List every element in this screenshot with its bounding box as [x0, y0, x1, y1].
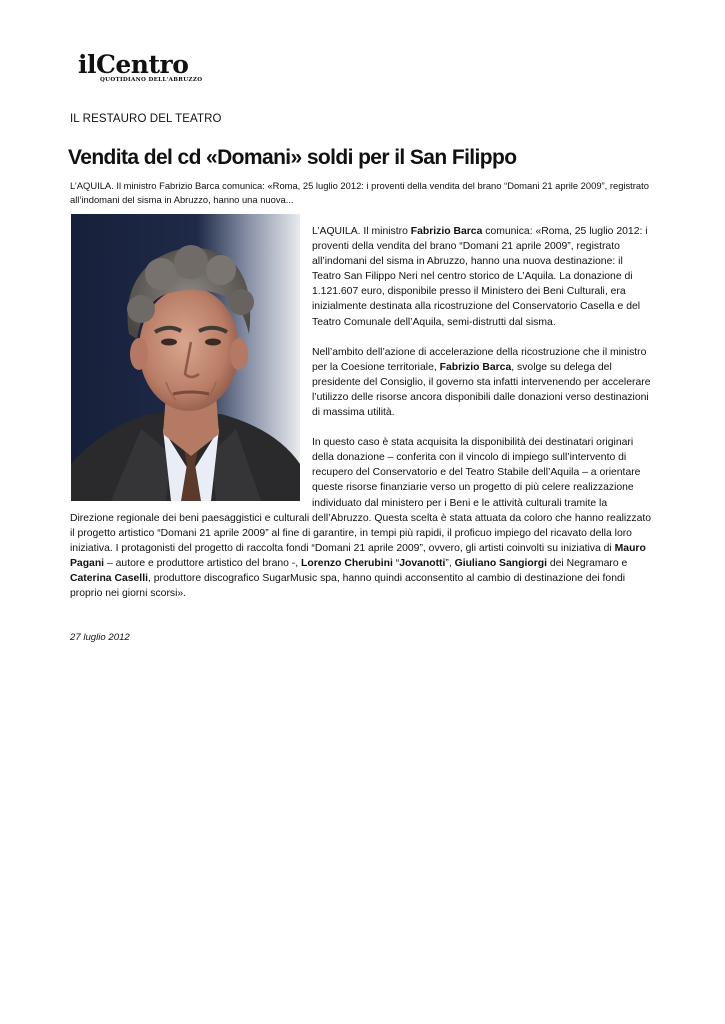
article-date: 27 luglio 2012 [70, 632, 130, 643]
text-run: L’AQUILA. Il ministro [312, 226, 411, 237]
text-run: , produttore discografico SugarMusic spa, hanno quindi acconsentito al cambio di destinazione dei fondi proprio nei giorni scorsi». [70, 572, 626, 600]
logo-wordmark: ilCentro [78, 50, 189, 79]
person-name-bold: Fabrizio Barca [439, 361, 512, 373]
text-run: comunica: «Roma, 25 luglio 2012: i proventi della vendita del brano “Domani 21 aprile 2009”, registrato all’indomani del sisma in Abruzzo, hanno una nuova destinazione: il Teatro San Filippo Neri nel centro storico de L’Aquila. La donazione di 1.121.607 euro, disponibile presso il Ministero dei Beni Culturali, era inizialmente destinata alla ricostruzione del Conservatorio Casella e del Teatro Comunale dell’Aquila, semi-distrutti dal sisma. [312, 226, 648, 328]
person-name-bold: Mauro Pagani [70, 542, 646, 569]
text-run: “ [392, 557, 400, 569]
text-run: ”, [445, 557, 455, 569]
text-run: dei Negramaro e [546, 557, 628, 569]
text-run: , svolge su delega del presidente del Consiglio, il governo sta infatti intervenendo per accelerare l’utilizzo delle risorse ancora disponibili dalle donazioni verso destinazioni di massima utilità. [312, 361, 651, 419]
article-headline: Vendita del cd «Domani» soldi per il San Filippo [68, 146, 517, 169]
text-run: In questo caso è stata acquisita la disponibilità dei destinatari originari della donazione – conferita con il vincolo di impiego sull’intervento di recupero del Conservatorio e del Teatro Stabile dell’Aquila – a orientare queste risorse finanziarie verso un progetto di più celere realizzazione individuato dal ministero per i Beni e le attività culturali tramite la Direzione regionale dei beni paesaggistici e culturali dell’Abruzzo. Questa scelta è stata attuata da coloro che hanno realizzato il progetto artistico “Domani 21 aprile 2009” al fine di garantire, in tempi più rapidi, il proficuo impiego del ricavato della loro iniziativa. I protagonisti del progetto di raccolta fondi “Domani 21 aprile 2009”, ovvero, gli artisti coinvolti su iniziativa di [70, 437, 652, 554]
text-run: – autore e produttore artistico del brano -, [104, 557, 302, 569]
logo-subtitle: QUOTIDIANO DELL'ABRUZZO [100, 77, 203, 83]
person-name-bold: Giuliano Sangiorgi [454, 557, 547, 569]
section-kicker: IL RESTAURO DEL TEATRO [70, 113, 222, 125]
person-name-bold: Fabrizio Barca [410, 226, 483, 237]
article-body [70, 224, 652, 616]
article-summary: L’AQUILA. Il ministro Fabrizio Barca comunica: «Roma, 25 luglio 2012: i proventi della vendita del brano “Domani 21 aprile 2009”, registrato all’indomani del sisma in Abruzzo, hanno una nuova... [70, 180, 649, 205]
person-name-bold: Jovanotti [399, 557, 446, 569]
person-name-bold: Lorenzo Cherubini [301, 557, 393, 569]
person-name-bold: Caterina Caselli [70, 572, 148, 584]
newspaper-logo [78, 52, 213, 88]
text-run: Nell’ambito dell’azione di accelerazione della ricostruzione che il ministro per la Coesione territoriale, [312, 346, 647, 373]
photo-wrap-spacer [70, 224, 312, 507]
